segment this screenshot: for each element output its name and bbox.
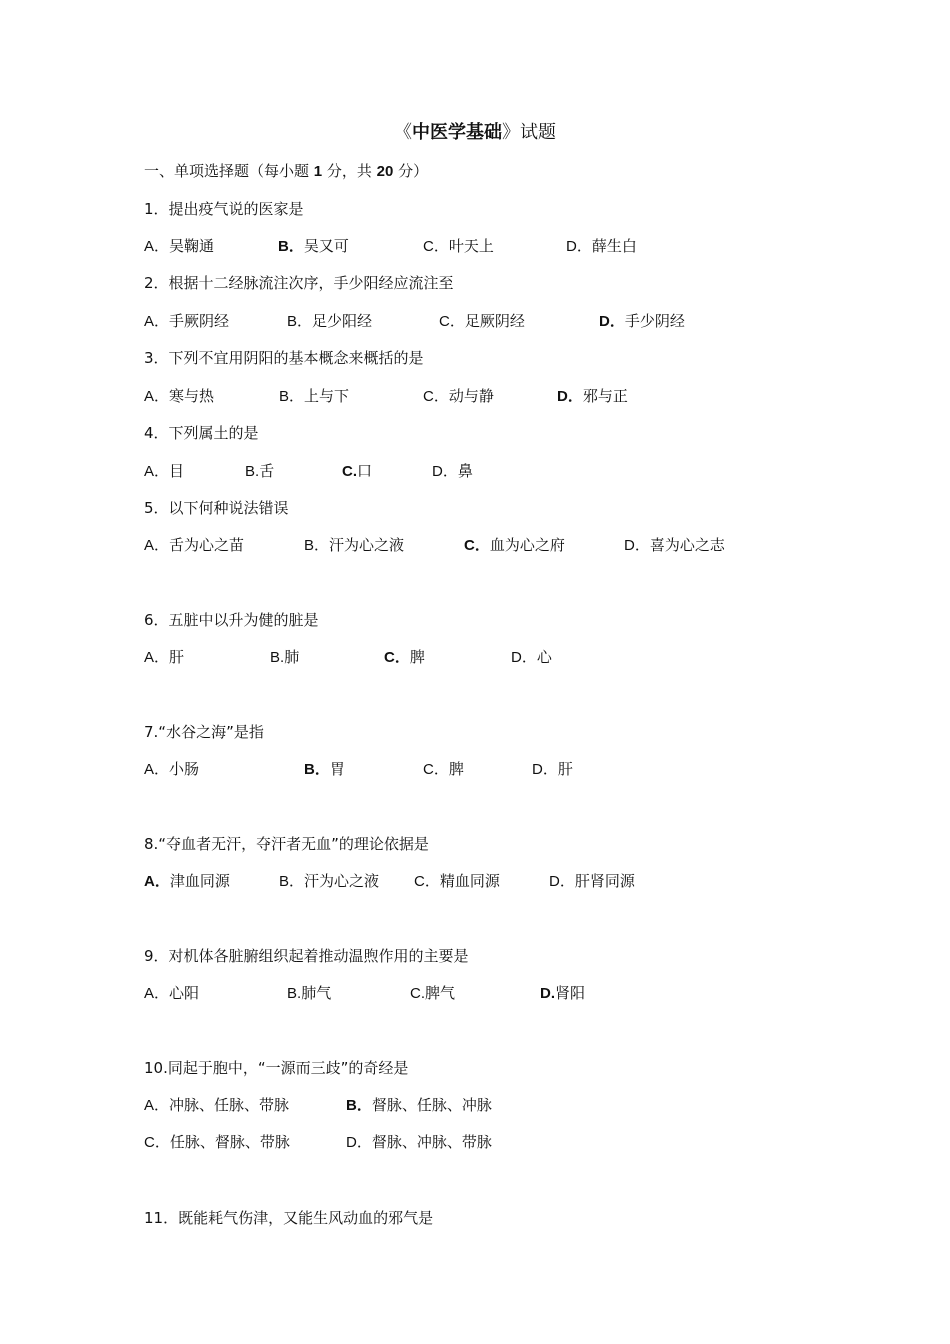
question-7: 7.“水谷之海”是指 <box>144 723 264 741</box>
option-d: D.肾阳 <box>540 984 586 1002</box>
option-b: B.肺 <box>270 648 300 666</box>
question-9: 9．对机体各脏腑组织起着推动温煦作用的主要是 <box>144 947 469 965</box>
option-c: C．动与静 <box>423 387 494 405</box>
option-a: A．手厥阴经 <box>144 312 230 330</box>
question-6: 6．五脏中以升为健的脏是 <box>144 611 319 629</box>
option-c: C.脾气 <box>410 984 456 1002</box>
option-d: D．薛生白 <box>566 237 637 255</box>
option-c: C．脾 <box>384 648 425 666</box>
option-a: A．肝 <box>144 648 185 666</box>
option-d: D．手少阴经 <box>599 312 685 330</box>
option-c: C．血为心之府 <box>464 536 565 554</box>
options-4 <box>144 460 844 482</box>
options-10-row1 <box>144 1094 844 1116</box>
option-d: D．心 <box>511 648 552 666</box>
option-a: A．寒与热 <box>144 387 215 405</box>
title-main: 中医学基础 <box>412 122 502 143</box>
option-a: A．津血同源 <box>144 872 230 890</box>
question-10: 10.同起于胞中，“一源而三歧”的奇经是 <box>144 1059 409 1077</box>
option-b: B．督脉、任脉、冲脉 <box>346 1096 492 1114</box>
option-c: C．精血同源 <box>414 872 500 890</box>
option-d: D．肝 <box>532 760 573 778</box>
option-b: B．汗为心之液 <box>279 872 380 890</box>
option-b: B．上与下 <box>279 387 350 405</box>
options-7 <box>144 758 844 780</box>
option-b: B．吴又可 <box>278 237 349 255</box>
option-b: B.肺气 <box>287 984 332 1002</box>
option-d: D．邪与正 <box>557 387 628 405</box>
section-heading: 一、单项选择题（每小题 1 分，共 20 分） <box>144 162 429 180</box>
question-5: 5．以下何种说法错误 <box>144 499 289 517</box>
option-b: B．胃 <box>304 760 345 778</box>
question-4: 4．下列属土的是 <box>144 424 259 442</box>
option-c: C．足厥阴经 <box>439 312 525 330</box>
option-a: A．目 <box>144 462 185 480</box>
option-a: A．舌为心之苗 <box>144 536 245 554</box>
option-d: D．鼻 <box>432 462 473 480</box>
options-6 <box>144 646 844 668</box>
option-c: C．脾 <box>423 760 464 778</box>
question-8: 8.“夺血者无汗，夺汗者无血”的理论依据是 <box>144 835 429 853</box>
option-c: C．任脉、督脉、带脉 <box>144 1133 290 1151</box>
options-2 <box>144 310 844 332</box>
options-10-row2 <box>144 1131 844 1153</box>
options-5 <box>144 534 844 556</box>
option-c: C.口 <box>342 462 373 480</box>
option-a: A．心阳 <box>144 984 200 1002</box>
option-d: D．肝肾同源 <box>549 872 635 890</box>
option-a: A．小肠 <box>144 760 200 778</box>
options-3 <box>144 385 844 407</box>
option-b: B．汗为心之液 <box>304 536 405 554</box>
question-1: 1．提出疫气说的医家是 <box>144 200 304 218</box>
options-8 <box>144 870 844 892</box>
options-1 <box>144 235 844 257</box>
title-prefix: 《 <box>394 122 412 143</box>
question-3: 3．下列不宜用阴阳的基本概念来概括的是 <box>144 349 424 367</box>
page-title <box>0 121 950 145</box>
title-suffix: 》试题 <box>502 122 556 143</box>
option-d: D．督脉、冲脉、带脉 <box>346 1133 492 1151</box>
option-a: A．吴鞠通 <box>144 237 215 255</box>
option-b: B.舌 <box>245 462 275 480</box>
option-d: D．喜为心之志 <box>624 536 725 554</box>
options-9 <box>144 982 844 1004</box>
option-c: C．叶天上 <box>423 237 494 255</box>
option-b: B．足少阳经 <box>287 312 373 330</box>
option-a: A．冲脉、任脉、带脉 <box>144 1096 290 1114</box>
question-2: 2．根据十二经脉流注次序，手少阳经应流注至 <box>144 274 454 292</box>
question-11: 11．既能耗气伤津，又能生风动血的邪气是 <box>144 1209 434 1227</box>
